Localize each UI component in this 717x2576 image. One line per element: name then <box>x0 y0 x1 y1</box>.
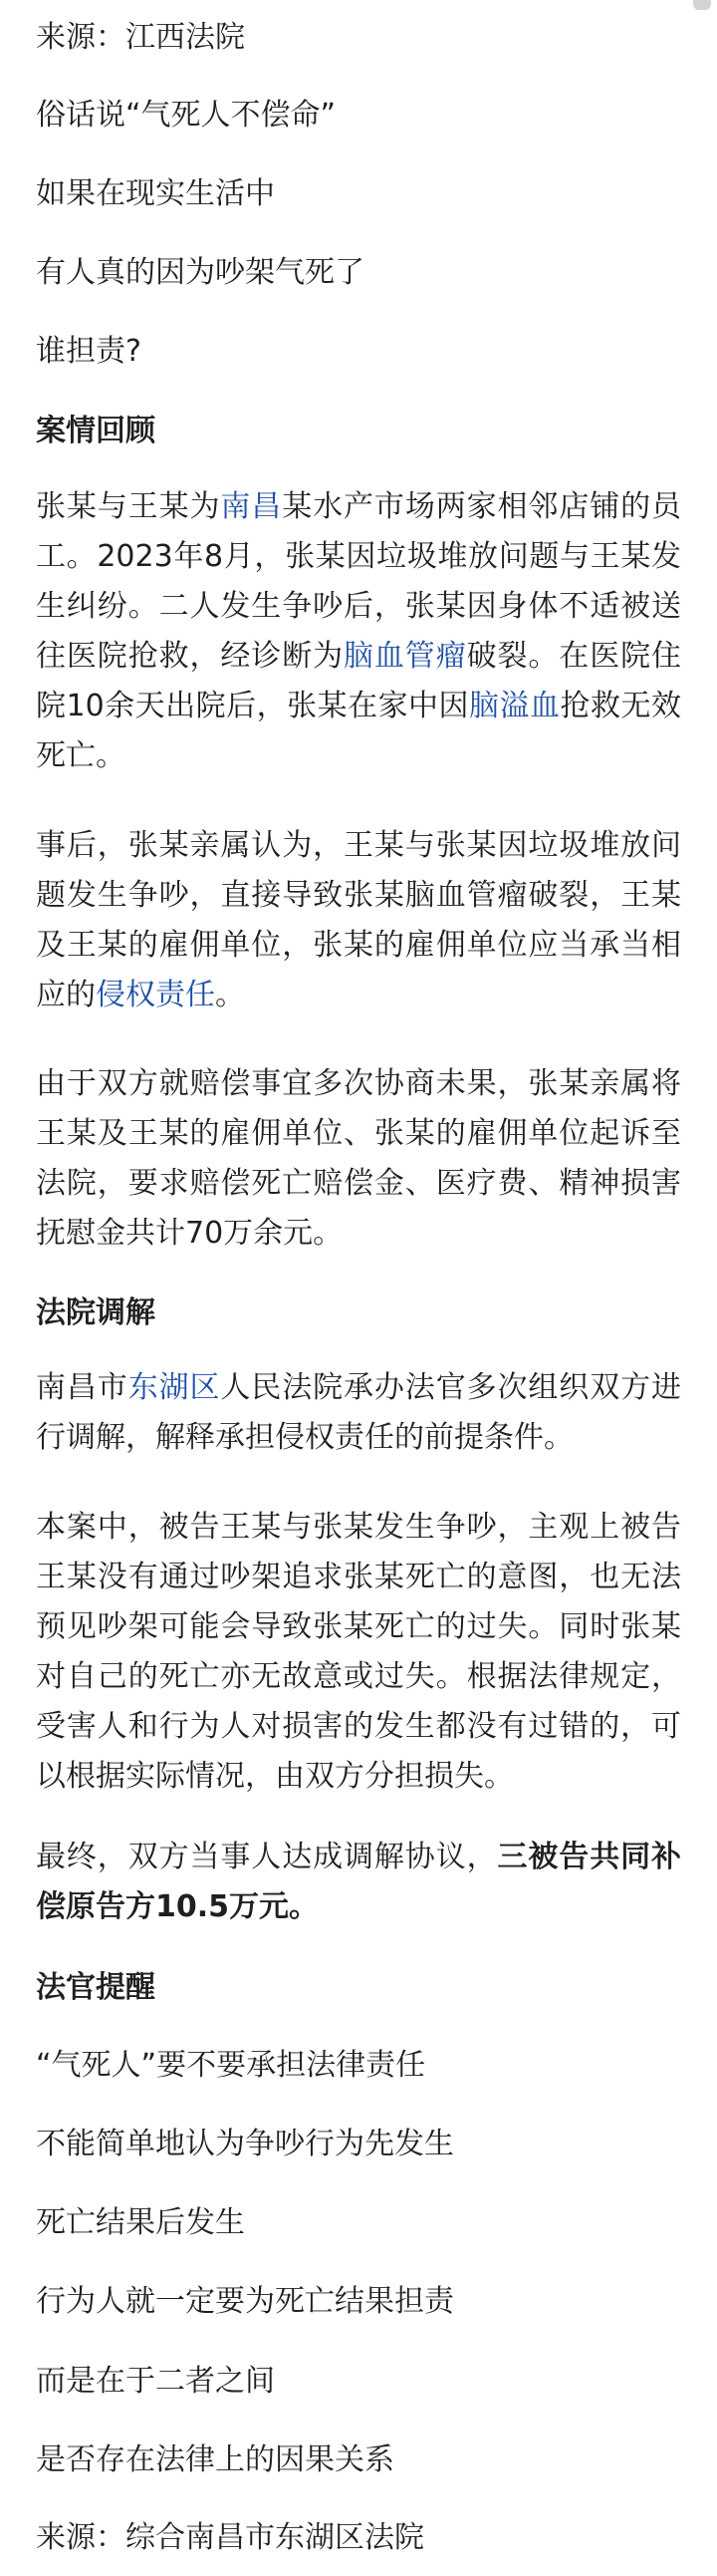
mediation-paragraph-2: 本案中，被告王某与张某发生争吵，主观上被告王某没有通过吵架追求张某死亡的意图，也无法预见吵架可能会导致张某死亡的过失。同时张某对自己的死亡亦无故意或过失。根据法律规定，受害人和行为人对损害的发生都没有过错的，可以根据实际情况，由双方分担损失。 <box>36 1510 681 1794</box>
reminder-line: 不能简单地认为争吵行为先发生 <box>36 2127 454 2161</box>
section-heading-reminder: 法官提醒 <box>36 1970 155 2005</box>
scrollbar-thumb[interactable] <box>693 0 711 10</box>
source-bottom: 来源：综合南昌市东湖区法院 <box>36 2520 424 2555</box>
source-top: 来源：江西法院 <box>36 20 245 55</box>
reminder-line: 而是在于二者之间 <box>36 2364 275 2399</box>
reminder-line: 行为人就一定要为死亡结果担责 <box>36 2284 454 2319</box>
text-segment: 人民法院承办法官多次组织双方进行调解，解释承担侵权责任的前提条件。 <box>36 1370 682 1455</box>
intro-line: 如果在现实生活中 <box>36 176 275 211</box>
case-paragraph-2 <box>36 821 681 1020</box>
text-segment: 抢救无效死亡。 <box>36 689 682 773</box>
section-heading-case: 案情回顾 <box>36 414 155 448</box>
link-brain-aneurysm[interactable]: 脑血管瘤 <box>344 639 467 674</box>
text-segment: 事后，张某亲属认为，王某与张某因垃圾堆放问题发生争吵，直接导致张某脑血管瘤破裂，王某及王某的雇佣单位，张某的雇佣单位应当承当相应的 <box>36 828 681 1012</box>
reminder-line: “气死人”要不要承担法律责任 <box>36 2048 426 2083</box>
intro-line: 俗话说“气死人不偿命” <box>36 98 337 133</box>
link-nanchang[interactable]: 南昌 <box>220 489 283 524</box>
mediation-paragraph-1 <box>36 1363 681 1463</box>
text-segment: 最终，双方当事人达成调解协议， <box>36 1840 498 1874</box>
text-segment: 南昌市 <box>36 1370 128 1405</box>
reminder-line: 死亡结果后发生 <box>36 2205 245 2240</box>
link-cerebral-hemorrhage[interactable]: 脑溢血 <box>469 689 561 723</box>
section-heading-mediation: 法院调解 <box>36 1295 155 1330</box>
case-paragraph-1 <box>36 482 681 781</box>
text-segment: 。 <box>215 978 245 1012</box>
highlight-settlement: 三被告共同补偿原告方10.5万元。 <box>36 1840 681 1924</box>
reminder-line: 是否存在法律上的因果关系 <box>36 2442 394 2477</box>
link-tort-liability[interactable]: 侵权责任 <box>96 978 215 1012</box>
text-segment: 破裂。在医院住院10余天出院后，张某在家中因 <box>36 639 682 723</box>
intro-line: 谁担责? <box>36 334 141 369</box>
intro-line: 有人真的因为吵架气死了 <box>36 255 364 290</box>
link-donghu[interactable]: 东湖区 <box>127 1370 221 1405</box>
text-segment: 张某与王某为 <box>36 489 221 524</box>
mediation-paragraph-3 <box>36 1833 681 1932</box>
case-paragraph-3: 由于双方就赔偿事宜多次协商未果，张某亲属将王某及王某的雇佣单位、张某的雇佣单位起诉至法院，要求赔偿死亡赔偿金、医疗费、精神损害抚慰金共计70万余元。 <box>36 1066 681 1251</box>
text-segment: 某水产市场两家相邻店铺的员工。2023年8月，张某因垃圾堆放问题与王某发生纠纷。二人发生争吵后，张某因身体不适被送往医院抢救，经诊断为 <box>36 489 682 674</box>
